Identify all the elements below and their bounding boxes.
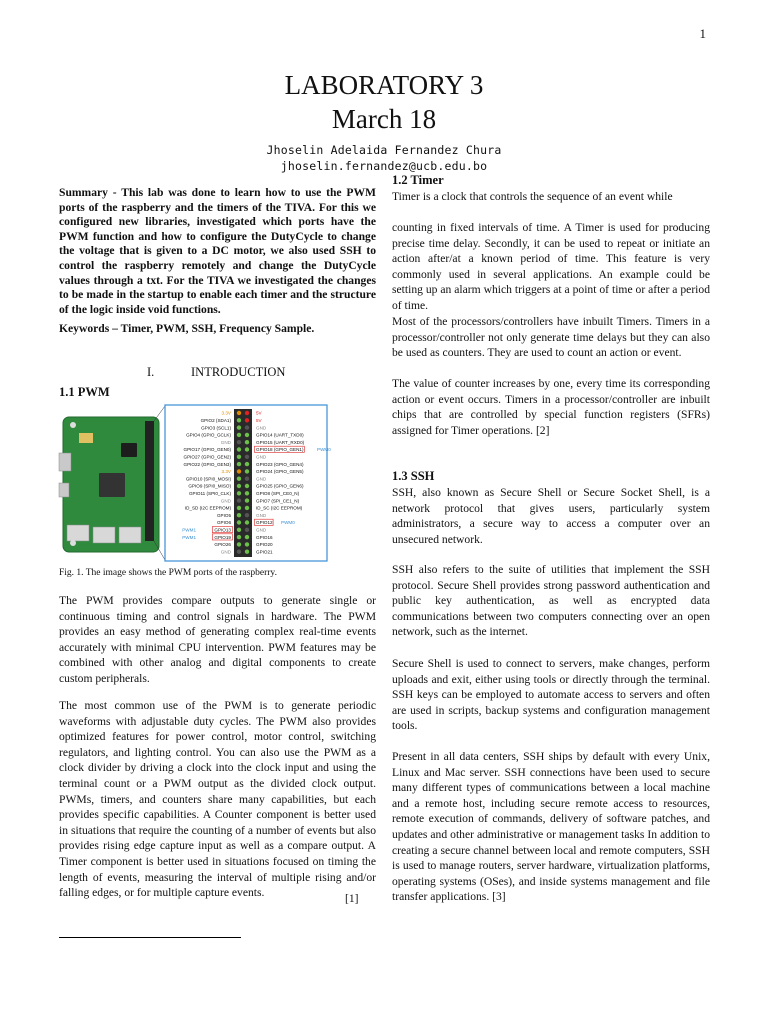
header-pin-right bbox=[245, 535, 249, 539]
header-pin-right bbox=[245, 469, 249, 473]
pin-label-left: GPIO10 (SPI0_MOSI) bbox=[185, 476, 231, 482]
pin-label-right: GPIO14 (UART_TXD0) bbox=[256, 432, 304, 438]
header-pin-right bbox=[245, 440, 249, 444]
header-pin-left bbox=[237, 484, 241, 488]
header-pin-left bbox=[237, 469, 241, 473]
pin-label-left: GPIO17 (GPIO_GEN0) bbox=[183, 447, 231, 453]
header-pin-left bbox=[237, 455, 241, 459]
timer-first-line: Timer is a clock that controls the sequence of an event while bbox=[392, 190, 673, 203]
pin-label-left: GND bbox=[220, 549, 231, 555]
timer-paragraph-3: The value of counter increases by one, every time its corresponding action or event occurs. Timers in a processor/controller are inbuilt chips that are controlled by special function registers (SFRs) assigned for Timer operations. [2] bbox=[392, 377, 710, 437]
pin-label-right: GND bbox=[256, 527, 267, 533]
pin-label-right: GPIO15 (UART_RXD0) bbox=[256, 439, 305, 445]
pin-label-left: GPIO3 (SCL1) bbox=[201, 425, 231, 431]
header-pin-right bbox=[245, 520, 249, 524]
keywords: Keywords – Timer, PWM, SSH, Frequency Sample. bbox=[59, 322, 315, 335]
paper-date: March 18 bbox=[331, 104, 437, 134]
header-pin-left bbox=[237, 542, 241, 546]
pin-label-right: GPIO25 (GPIO_GEN6) bbox=[256, 483, 304, 489]
pin-label-left: GND bbox=[220, 498, 231, 504]
pin-label-left: ID_SD (I2C EEPROM) bbox=[184, 505, 231, 511]
pin-label-left: GPIO2 (SDA1) bbox=[200, 418, 231, 423]
pin-label-right: GPIO23 (GPIO_GEN4) bbox=[256, 461, 304, 467]
pwm-tag: PWM1 bbox=[182, 534, 196, 540]
timer-heading: 1.2 Timer bbox=[392, 173, 444, 187]
section-number: I. bbox=[147, 365, 155, 379]
pin-label-right: GND bbox=[256, 512, 267, 518]
header-pin-left bbox=[237, 462, 241, 466]
header-pin-right bbox=[245, 462, 249, 466]
pin-label-right: GPIO20 bbox=[256, 542, 273, 548]
summary-paragraph: Summary - This lab was done to learn how to use the PWM ports of the raspberry and the timers of the TIVA. For this we configured new libraries, investigated which ports have the PWM function and how to configure the DutyCycle to change the voltage that is given to a DC motor, we also used SSH to control the raspberry remotely and change the DutyCycle values through a txt. For the TIVA we investigated the changes to be made in the startup to enable each timer and the structure of the logic inside void functions. bbox=[59, 186, 376, 316]
pin-label-left: GPIO6 bbox=[216, 520, 231, 526]
header-pin-right bbox=[245, 477, 249, 481]
pin-label-left: GPIO26 bbox=[214, 542, 231, 548]
pinout-diagram bbox=[59, 403, 329, 563]
pin-label-right: GPIO7 (SPI_CE1_N) bbox=[256, 498, 300, 504]
pin-label-right: GND bbox=[256, 425, 267, 431]
pin-label-right: GPIO21 bbox=[256, 549, 273, 555]
header-pin-right bbox=[245, 550, 249, 554]
pin-label-right: GPIO18 (GPIO_GEN1) bbox=[256, 447, 304, 453]
author-email: jhoselin.fernandez@ucb.edu.bo bbox=[280, 159, 488, 173]
section-title: INTRODUCTION bbox=[191, 365, 286, 379]
pin-label-left: GPIO9 (SPI0_MISO) bbox=[188, 483, 231, 489]
header-pin-right bbox=[245, 528, 249, 532]
header-pin-right bbox=[245, 418, 249, 422]
pin-label-left: GPIO27 (GPIO_GEN2) bbox=[183, 454, 231, 460]
pin-label-right: GPIO24 (GPIO_GEN5) bbox=[256, 469, 304, 475]
ssh-paragraph-3: Secure Shell is used to connect to servers, make changes, perform uploads and exit, either using tools or directly through the terminal. SSH keys can be employed to automate access to servers and often are used in scripts, backup systems and configuration management tools. bbox=[392, 657, 710, 733]
paper-title: LABORATORY 3 bbox=[284, 70, 484, 100]
header-pin-left bbox=[237, 550, 241, 554]
pin-label-right: GPIO8 (SPI_CE0_N) bbox=[256, 491, 300, 496]
header-pin-left bbox=[237, 520, 241, 524]
pin-label-right: GND bbox=[256, 454, 267, 460]
footnote-rule bbox=[59, 937, 241, 938]
timer-paragraph-1: counting in fixed intervals of time. A Timer is used for producing precise time delay. Secondly, it can be used to repeat or initiate an action after/at a known period of time. This feature is very commonly used in several applications. An example could be setting up an alarm which triggers at a point of time or after a period of time. bbox=[392, 221, 710, 312]
pin-label-left: GND bbox=[220, 439, 231, 445]
cpu-chip bbox=[99, 473, 125, 497]
header-pin-right bbox=[245, 433, 249, 437]
header-pin-right bbox=[245, 498, 249, 502]
raspberry-pinout-figure bbox=[59, 403, 329, 563]
pwm-paragraph-1: The PWM provides compare outputs to generate single or continuous timing and control signals in hardware. The PWM provides an easy method of generating complex real-time events accurately with minimal CPU intervention. PWM features may be combined with other analog and digital components to create custom peripherals. bbox=[59, 594, 376, 685]
header-pin-left bbox=[237, 535, 241, 539]
header-pin-right bbox=[245, 447, 249, 451]
pin-label-left: GPIO5 bbox=[216, 512, 231, 518]
header-pin-left bbox=[237, 411, 241, 415]
page-number: 1 bbox=[699, 26, 706, 41]
header-pin-left bbox=[237, 498, 241, 502]
ssh-paragraph-1: SSH, also known as Secure Shell or Secure Socket Shell, is a network protocol that gives users, particularly system administrators, a secure way to access a computer over an unsecured network. bbox=[392, 486, 710, 546]
pin-label-left: GPIO19 bbox=[214, 534, 231, 540]
header-pin-right bbox=[245, 411, 249, 415]
header-pin-left bbox=[237, 491, 241, 495]
pin-label-right: 5V bbox=[256, 410, 262, 416]
ssh-paragraph-2: SSH also refers to the suite of utilities that implement the SSH protocol. Secure Shell provides strong password authentication and public key authentication, as well as encrypted data communications between two computers connecting over an open network, such as the internet. bbox=[392, 563, 710, 639]
header-pin-right bbox=[245, 491, 249, 495]
pin-label-left: 3.3V bbox=[221, 410, 231, 416]
header-pin-right bbox=[245, 506, 249, 510]
pwm-tag: PWM0 bbox=[281, 520, 295, 526]
pin-label-left: GPIO22 (GPIO_GEN3) bbox=[183, 461, 231, 467]
pin-label-left: GPIO11 (SPI0_CLK) bbox=[188, 491, 231, 496]
header-pin-right bbox=[245, 484, 249, 488]
header-pin-left bbox=[237, 425, 241, 429]
header-pin-left bbox=[237, 433, 241, 437]
pin-label-left: 3.3V bbox=[221, 469, 231, 475]
header-pin-right bbox=[245, 513, 249, 517]
pwm-paragraph-2: The most common use of the PWM is to generate periodic waveforms with adjustable duty cycles. The PWM also provides optimized features for power control, motor control, switching regulators, and lighting control. You can also use the PWM as a clock divider by driving a clock into the clock input and using the terminal count or a PWM output as the divided clock output. PWMs, timers, and counters share many capabilities, but each provides specific capabilities. A Counter component is better used in situations that require the counting of a number of events but also provides rising edge capture input as well as a compare output. A Timer component is better used in situations focused on timing the length of events, measuring the interval of multiple rising and/or falling edges, or for multiple capture events. bbox=[59, 699, 376, 900]
ssh-heading: 1.3 SSH bbox=[392, 469, 435, 483]
pin-label-right: GPIO12 bbox=[256, 520, 273, 526]
pin-label-right: GND bbox=[256, 476, 267, 482]
pin-label-left: GPIO13 bbox=[214, 527, 231, 533]
header-pin-left bbox=[237, 447, 241, 451]
header-pin-left bbox=[237, 477, 241, 481]
pin-label-right: ID_SC (I2C EEPROM) bbox=[256, 505, 303, 511]
pin-label-right: 5V bbox=[256, 418, 262, 423]
pwm-tag: PWM1 bbox=[182, 527, 196, 533]
header-pin-left bbox=[237, 418, 241, 422]
header-pin-left bbox=[237, 440, 241, 444]
header-pin-right bbox=[245, 455, 249, 459]
reference-1: [1] bbox=[341, 891, 359, 907]
pin-label-left: GPIO4 (GPIO_GCLK) bbox=[186, 432, 231, 438]
header-pin-right bbox=[245, 542, 249, 546]
pin-label-right: GPIO16 bbox=[256, 534, 273, 540]
figure-caption: Fig. 1. The image shows the PWM ports of the raspberry. bbox=[59, 568, 277, 578]
timer-paragraph-2: Most of the processors/controllers have inbuilt Timers. Timers in a processor/controller not only generate time delays but they can also be used as counters. They are used to count an action or event. bbox=[392, 315, 710, 360]
header-pin-right bbox=[245, 425, 249, 429]
header-pin-left bbox=[237, 513, 241, 517]
pwm-heading: 1.1 PWM bbox=[59, 385, 110, 399]
header-pin-left bbox=[237, 528, 241, 532]
header-pin-left bbox=[237, 506, 241, 510]
ssh-paragraph-4: Present in all data centers, SSH ships by default with every Unix, Linux and Mac server. SSH connections have been used to secure many different types of communications between a local machine and a remote host, including secure remote access to resources, remote execution of commands, delivery of software patches, and updates and other administrative or management tasks In addition to creating a secure channel between local and remote computers, SSH is used to manage routers, server hardware, virtualization platforms, operating systems (OSes), and inside systems management and file transfer applications. [3] bbox=[392, 750, 710, 904]
author-name: Jhoselin Adelaida Fernandez Chura bbox=[266, 143, 502, 157]
pwm-tag: PWM0 bbox=[317, 447, 331, 453]
